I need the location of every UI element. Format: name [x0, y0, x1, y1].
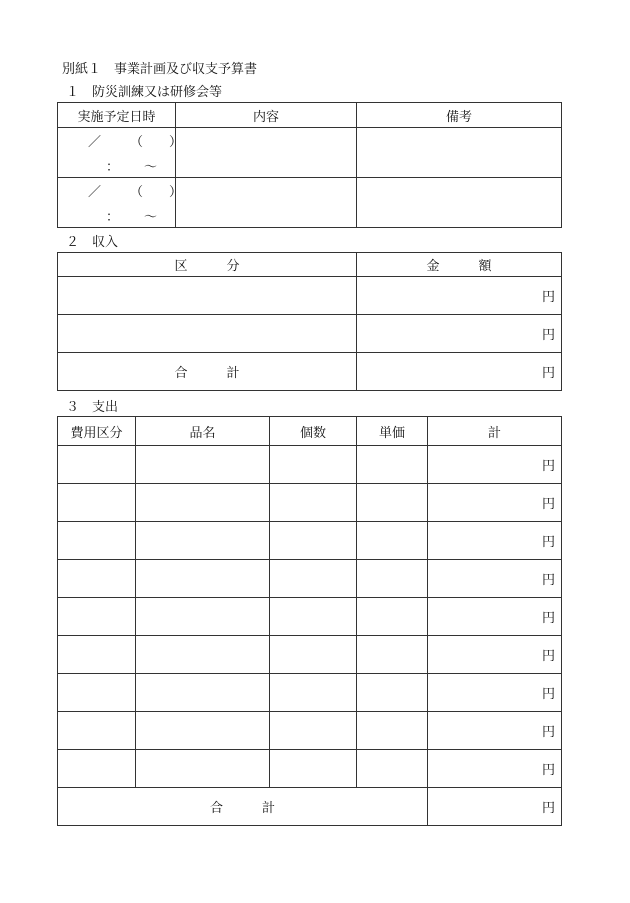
document-title: 別紙１ 事業計画及び収支予算書 — [62, 62, 258, 77]
expense-total-amount[interactable]: 円 — [428, 788, 562, 826]
income-amount-cell[interactable]: 円 — [357, 277, 562, 315]
expense-category-cell[interactable] — [58, 560, 136, 598]
subtotal-cell[interactable]: 円 — [428, 598, 562, 636]
item-name-cell[interactable] — [136, 522, 270, 560]
item-name-cell[interactable] — [136, 636, 270, 674]
unit-price-cell[interactable] — [357, 636, 428, 674]
date-slash: ／ — [88, 185, 102, 200]
time-tilde: ～ — [144, 160, 158, 175]
unit-price-cell[interactable] — [357, 560, 428, 598]
date-weekday-paren: （ ） — [130, 185, 183, 200]
schedule-cell[interactable] — [58, 178, 183, 228]
item-name-cell[interactable] — [136, 560, 270, 598]
header-quantity: 個数 — [270, 417, 357, 446]
date-weekday-paren: （ ） — [130, 135, 183, 150]
header-amount: 金 額 — [357, 253, 562, 277]
expense-category-cell[interactable] — [58, 712, 136, 750]
expense-total-label: 合 計 — [58, 788, 428, 826]
item-name-cell[interactable] — [136, 484, 270, 522]
income-total-label: 合 計 — [58, 353, 357, 391]
subtotal-cell[interactable]: 円 — [428, 484, 562, 522]
expense-row — [58, 674, 562, 712]
time-colon: ： — [106, 210, 120, 225]
expense-row — [58, 522, 562, 560]
expense-row — [58, 484, 562, 522]
subtotal-cell[interactable]: 円 — [428, 560, 562, 598]
expense-table — [57, 416, 562, 826]
content-cell[interactable] — [176, 128, 357, 178]
expense-row — [58, 750, 562, 788]
quantity-cell[interactable] — [270, 750, 357, 788]
unit-price-cell[interactable] — [357, 712, 428, 750]
header-expense-category: 費用区分 — [58, 417, 136, 446]
date-slash: ／ — [88, 135, 102, 150]
subtotal-cell[interactable]: 円 — [428, 636, 562, 674]
income-table — [57, 252, 562, 391]
quantity-cell[interactable] — [270, 446, 357, 484]
time-tilde: ～ — [144, 210, 158, 225]
header-item-name: 品名 — [136, 417, 270, 446]
item-name-cell[interactable] — [136, 712, 270, 750]
quantity-cell[interactable] — [270, 712, 357, 750]
subtotal-cell[interactable]: 円 — [428, 750, 562, 788]
schedule-cell[interactable] — [58, 128, 183, 178]
item-name-cell[interactable] — [136, 598, 270, 636]
unit-price-cell[interactable] — [357, 598, 428, 636]
expense-row — [58, 712, 562, 750]
subtotal-cell[interactable]: 円 — [428, 674, 562, 712]
header-notes: 備考 — [357, 103, 562, 128]
expense-category-cell[interactable] — [58, 636, 136, 674]
income-category-cell[interactable] — [58, 277, 357, 315]
expense-category-cell[interactable] — [58, 750, 136, 788]
quantity-cell[interactable] — [270, 674, 357, 712]
notes-cell[interactable] — [357, 128, 562, 178]
header-content: 内容 — [176, 103, 357, 128]
item-name-cell[interactable] — [136, 446, 270, 484]
header-schedule: 実施予定日時 — [58, 103, 176, 128]
subtotal-cell[interactable]: 円 — [428, 522, 562, 560]
section2-heading: ２ 収入 — [66, 235, 119, 250]
expense-category-cell[interactable] — [58, 598, 136, 636]
expense-row — [58, 598, 562, 636]
expense-category-cell[interactable] — [58, 446, 136, 484]
income-category-cell[interactable] — [58, 315, 357, 353]
header-unit-price: 単価 — [357, 417, 428, 446]
section3-heading: ３ 支出 — [66, 400, 119, 415]
time-colon: ： — [106, 160, 120, 175]
unit-price-cell[interactable] — [357, 446, 428, 484]
unit-price-cell[interactable] — [357, 674, 428, 712]
section1-heading: １ 防災訓練又は研修会等 — [66, 85, 223, 100]
quantity-cell[interactable] — [270, 598, 357, 636]
quantity-cell[interactable] — [270, 560, 357, 598]
quantity-cell[interactable] — [270, 522, 357, 560]
item-name-cell[interactable] — [136, 750, 270, 788]
header-subtotal: 計 — [428, 417, 562, 446]
unit-price-cell[interactable] — [357, 750, 428, 788]
income-amount-cell[interactable]: 円 — [357, 315, 562, 353]
quantity-cell[interactable] — [270, 484, 357, 522]
quantity-cell[interactable] — [270, 636, 357, 674]
subtotal-cell[interactable]: 円 — [428, 446, 562, 484]
activity-table — [57, 102, 562, 228]
income-total-amount[interactable]: 円 — [357, 353, 562, 391]
expense-row — [58, 446, 562, 484]
notes-cell[interactable] — [357, 178, 562, 228]
expense-category-cell[interactable] — [58, 522, 136, 560]
content-cell[interactable] — [176, 178, 357, 228]
expense-row — [58, 560, 562, 598]
unit-price-cell[interactable] — [357, 522, 428, 560]
item-name-cell[interactable] — [136, 674, 270, 712]
expense-category-cell[interactable] — [58, 484, 136, 522]
subtotal-cell[interactable]: 円 — [428, 712, 562, 750]
unit-price-cell[interactable] — [357, 484, 428, 522]
expense-category-cell[interactable] — [58, 674, 136, 712]
expense-row — [58, 636, 562, 674]
header-category: 区 分 — [58, 253, 357, 277]
